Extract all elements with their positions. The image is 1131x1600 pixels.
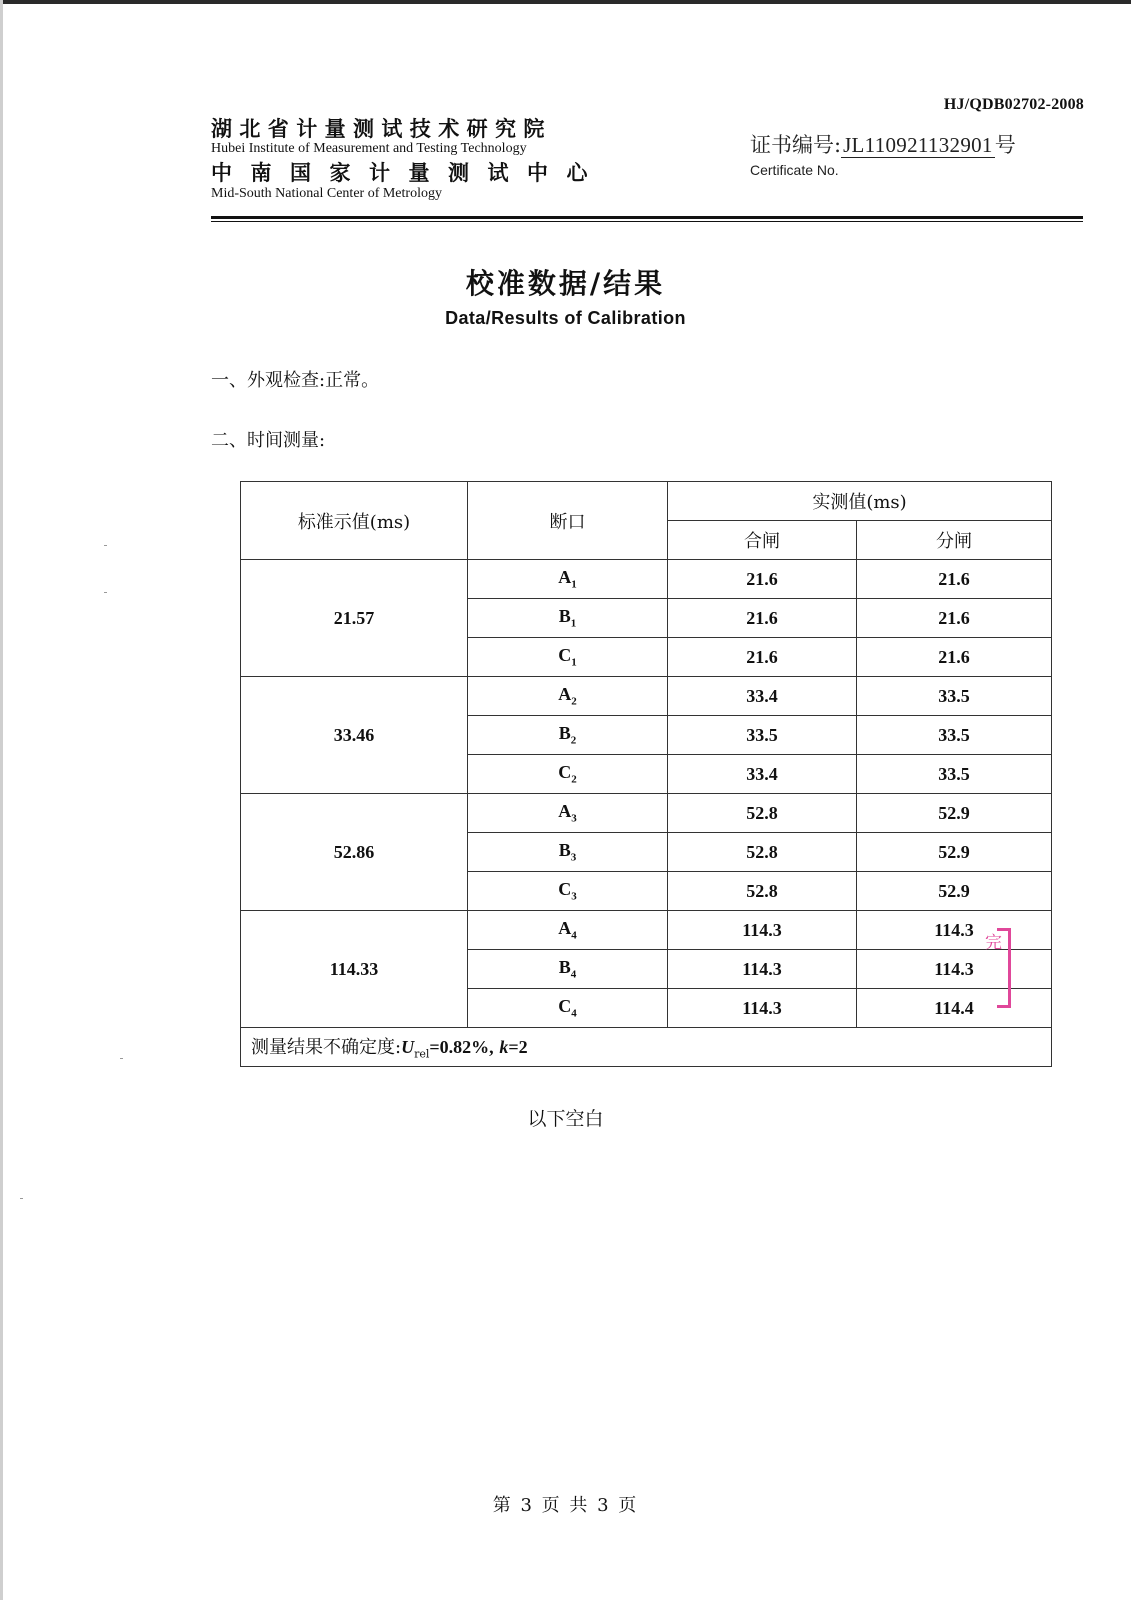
document-code: HJ/QDB02702-2008 xyxy=(943,96,1084,113)
close-value-cell: 114.3 xyxy=(668,950,857,989)
scan-speck xyxy=(20,1198,23,1199)
open-value-cell: 52.9 xyxy=(857,833,1052,872)
open-value-cell: 114.3 xyxy=(857,911,1052,950)
open-value-cell: 52.9 xyxy=(857,872,1052,911)
open-value-cell: 114.4 xyxy=(857,989,1052,1028)
close-value-cell: 33.5 xyxy=(668,716,857,755)
col-break: 断口 xyxy=(468,482,668,560)
open-value-cell: 33.5 xyxy=(857,716,1052,755)
table-row xyxy=(241,560,1052,599)
break-cell: $A_1$ xyxy=(468,560,668,599)
col-open: 分闸 xyxy=(857,521,1052,560)
standard-value-cell: 33.46 xyxy=(241,677,468,794)
open-value-cell: 114.3 xyxy=(857,950,1052,989)
break-cell: $C_3$ xyxy=(468,872,668,911)
col-standard-value: 标准示值(ms) xyxy=(241,482,468,560)
close-value-cell: 114.3 xyxy=(668,989,857,1028)
close-value-cell: 52.8 xyxy=(668,872,857,911)
break-cell: $C_4$ xyxy=(468,989,668,1028)
certificate-number-row xyxy=(750,129,1080,159)
certificate-suffix: 号 xyxy=(994,133,1016,157)
close-value-cell: 52.8 xyxy=(668,833,857,872)
certificate-label-en: Certificate No. xyxy=(750,162,839,178)
center-name-cn: 中南国家计量测试中心 xyxy=(211,160,606,185)
section-time-measurement: 二、时间测量: xyxy=(211,430,326,451)
uncertainty-row xyxy=(241,1028,1052,1067)
table-row xyxy=(241,677,1052,716)
header-rule-thin xyxy=(211,221,1083,222)
certificate-number: JL110921132901 xyxy=(843,133,993,157)
blank-below-note: 以下空白 xyxy=(527,1108,604,1130)
section-appearance: 一、外观检查:正常。 xyxy=(211,370,380,391)
break-cell: $C_2$ xyxy=(468,755,668,794)
certificate-label-cn: 证书编号: xyxy=(750,133,842,157)
close-value-cell: 21.6 xyxy=(668,560,857,599)
table-header-row xyxy=(241,482,1052,521)
center-name-en: Mid-South National Center of Metrology xyxy=(211,186,442,201)
scan-speck xyxy=(104,592,107,593)
page-left-edge xyxy=(0,0,3,1600)
completion-stamp xyxy=(985,928,1011,1008)
header-rule-thick xyxy=(211,216,1083,219)
scan-speck xyxy=(104,545,107,546)
open-value-cell: 21.6 xyxy=(857,638,1052,677)
standard-value-cell: 21.57 xyxy=(241,560,468,677)
break-cell: $B_4$ xyxy=(468,950,668,989)
close-value-cell: 33.4 xyxy=(668,755,857,794)
break-cell: $A_4$ xyxy=(468,911,668,950)
page-title-en: Data/Results of Calibration xyxy=(445,308,686,328)
table-row xyxy=(241,911,1052,950)
close-value-cell: 33.4 xyxy=(668,677,857,716)
page-number: 第 3 页 共 3 页 xyxy=(492,1495,639,1516)
calibration-table xyxy=(240,481,1052,1067)
break-cell: $A_3$ xyxy=(468,794,668,833)
close-value-cell: 21.6 xyxy=(668,638,857,677)
open-value-cell: 21.6 xyxy=(857,560,1052,599)
break-cell: $C_1$ xyxy=(468,638,668,677)
col-close: 合闸 xyxy=(668,521,857,560)
certificate-block xyxy=(750,129,1080,178)
uncertainty-cell: 测量结果不确定度$:U_{rel}=0.82\%$, k=2 xyxy=(241,1028,1052,1067)
page-title-cn: 校准数据/结果 xyxy=(465,267,666,300)
close-value-cell: 52.8 xyxy=(668,794,857,833)
open-value-cell: 52.9 xyxy=(857,794,1052,833)
open-value-cell: 33.5 xyxy=(857,755,1052,794)
institute-name-en: Hubei Institute of Measurement and Testing Technology xyxy=(211,141,527,156)
uncertainty-label: 测量结果不确定度: xyxy=(251,1037,402,1059)
stamp-char: 完 xyxy=(985,933,1002,953)
col-measured-value: 实测值(ms) xyxy=(668,482,1052,521)
break-cell: $B_2$ xyxy=(468,716,668,755)
page-top-edge xyxy=(0,0,1131,4)
institute-block xyxy=(211,116,611,202)
scan-speck xyxy=(120,1058,123,1059)
close-value-cell: 21.6 xyxy=(668,599,857,638)
table-row xyxy=(241,794,1052,833)
standard-value-cell: 52.86 xyxy=(241,794,468,911)
open-value-cell: 21.6 xyxy=(857,599,1052,638)
close-value-cell: 114.3 xyxy=(668,911,857,950)
break-cell: $B_1$ xyxy=(468,599,668,638)
open-value-cell: 33.5 xyxy=(857,677,1052,716)
break-cell: $A_2$ xyxy=(468,677,668,716)
standard-value-cell: 114.33 xyxy=(241,911,468,1028)
break-cell: $B_3$ xyxy=(468,833,668,872)
institute-name-cn: 湖北省计量测试技术研究院 xyxy=(211,116,552,141)
